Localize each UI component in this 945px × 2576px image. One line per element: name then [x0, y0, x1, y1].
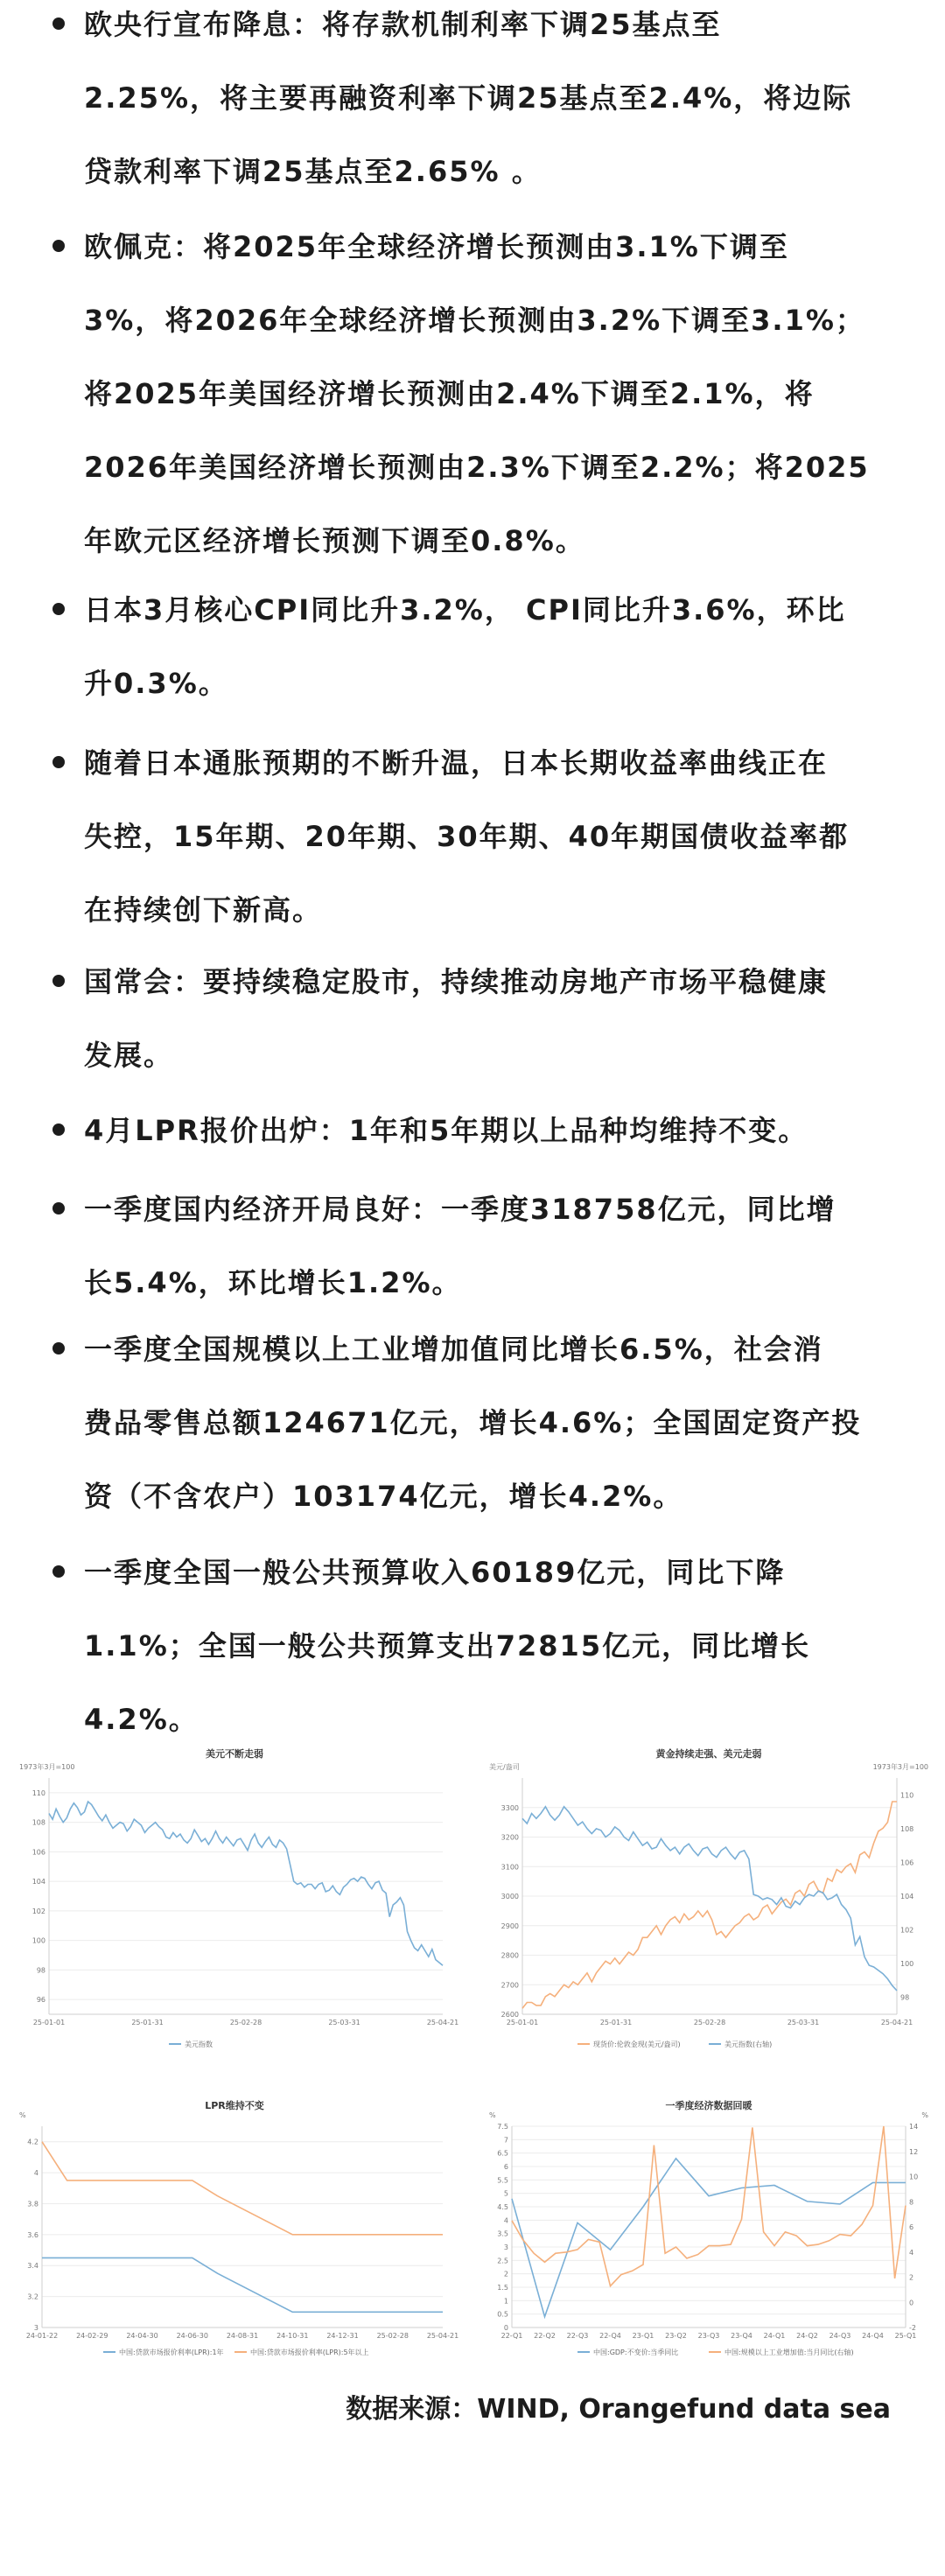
- bullet-text-line: 2.25%，将主要再融资利率下调25基点至2.4%，将边际: [84, 81, 853, 115]
- y-tick-label: 0.5: [497, 2310, 508, 2319]
- x-tick-label: 25-01-01: [506, 2019, 539, 2026]
- bullet-text-line: 4.2%。: [84, 1703, 199, 1736]
- bullet-text-line: 资（不含农户）103174亿元，增长4.2%。: [84, 1480, 683, 1513]
- x-tick-label: 22-Q1: [500, 2332, 523, 2340]
- y-right-tick-label: 4: [909, 2248, 914, 2257]
- x-tick-label: 25-02-28: [693, 2019, 726, 2026]
- y-tick-label: 100: [32, 1936, 46, 1945]
- bullet-text-line: 随着日本通胀预期的不断升温，日本长期收益率曲线正在: [84, 746, 829, 780]
- chart-q1-economy: [486, 2091, 932, 2362]
- x-tick-label: 25-02-28: [229, 2019, 262, 2026]
- legend-label: 美元指数(右轴): [724, 2040, 773, 2048]
- axis-unit-left: 1973年3月=100: [19, 1763, 75, 1771]
- x-tick-label: 22-Q4: [599, 2332, 621, 2340]
- x-tick-label: 24-Q2: [796, 2332, 818, 2340]
- y-right-tick-label: -2: [909, 2324, 916, 2332]
- y-tick-label: 4.2: [27, 2138, 38, 2146]
- x-tick-label: 24-01-22: [25, 2332, 59, 2340]
- y-tick-label: 3200: [500, 1833, 519, 1842]
- x-tick-label: 24-04-30: [126, 2332, 158, 2340]
- y-tick-label: 6.5: [497, 2149, 508, 2158]
- bullet-text-line: 国常会：要持续稳定股市，持续推动房地产市场平稳健康: [84, 965, 829, 998]
- data-source-note: 数据来源：WIND, Orangefund data sea: [346, 2394, 891, 2425]
- bullet-text-line: 一季度全国一般公共预算收入60189亿元，同比下降: [84, 1556, 786, 1589]
- y-tick-label: 3.5: [497, 2230, 508, 2238]
- bullet-dot: [52, 603, 65, 615]
- x-tick-label: 25-Q1: [894, 2332, 917, 2340]
- axis-unit-right: %: [921, 2111, 928, 2119]
- y-right-tick-label: 104: [900, 1893, 914, 1900]
- chart-usd-index: [16, 1740, 459, 2054]
- series-line: [49, 1802, 443, 1965]
- y-tick-label: 3300: [500, 1803, 519, 1812]
- x-tick-label: 24-10-31: [276, 2332, 309, 2340]
- x-tick-label: 25-01-01: [32, 2019, 66, 2026]
- bullet-text-line: 将2025年美国经济增长预测由2.4%下调至2.1%，将: [84, 377, 815, 410]
- x-tick-label: 24-Q3: [829, 2332, 851, 2340]
- series-line: [42, 2142, 443, 2235]
- bullet-text-line: 贷款利率下调25基点至2.65% 。: [84, 155, 542, 188]
- chart-svg: [486, 2091, 932, 2362]
- x-tick-label: 23-Q3: [697, 2332, 720, 2340]
- x-tick-label: 22-Q3: [566, 2332, 589, 2340]
- series-line: [522, 1802, 897, 2008]
- x-tick-label: 23-Q1: [632, 2332, 654, 2340]
- y-tick-label: 4: [33, 2169, 38, 2178]
- y-tick-label: 3: [503, 2244, 508, 2251]
- y-right-tick-label: 0: [909, 2299, 914, 2307]
- chart-svg: [16, 2091, 459, 2362]
- legend-label: 现货价:伦敦金现(美元/盎司): [593, 2040, 681, 2048]
- axis-unit-left: %: [489, 2111, 496, 2119]
- bullet-text-line: 失控，15年期、20年期、30年期、40年期国债收益率都: [84, 820, 850, 853]
- x-tick-label: 25-03-31: [787, 2019, 820, 2026]
- y-tick-label: 2600: [500, 2011, 519, 2019]
- bullet-dot: [52, 1124, 65, 1136]
- x-tick-label: 25-04-21: [426, 2332, 459, 2340]
- bullet-text-line: 欧佩克：将2025年全球经济增长预测由3.1%下调至: [84, 230, 789, 263]
- x-tick-label: 25-01-31: [599, 2019, 633, 2026]
- y-right-tick-label: 100: [900, 1960, 914, 1969]
- x-tick-label: 24-12-31: [326, 2332, 359, 2340]
- y-tick-label: 96: [36, 1996, 46, 2005]
- y-tick-label: 4: [503, 2216, 508, 2225]
- y-tick-label: 102: [32, 1907, 46, 1915]
- bullet-text-line: 日本3月核心CPI同比升3.2%， CPI同比升3.6%，环比: [84, 593, 846, 626]
- bullet-text-line: 2026年美国经济增长预测由2.3%下调至2.2%；将2025: [84, 451, 870, 484]
- chart-title: 黄金持续走强、美元走弱: [655, 1748, 762, 1760]
- y-tick-label: 7.5: [497, 2123, 508, 2131]
- axis-unit-left: 美元/盎司: [489, 1763, 520, 1771]
- bullet-dot: [52, 756, 65, 768]
- legend-label: 中国:规模以上工业增加值:当月同比(右轴): [724, 2348, 854, 2356]
- chart-title: 一季度经济数据回暖: [665, 2100, 752, 2111]
- bullet-dot: [52, 1202, 65, 1214]
- x-tick-label: 24-Q1: [763, 2332, 786, 2340]
- x-tick-label: 24-02-29: [76, 2332, 108, 2340]
- series-line: [512, 2126, 906, 2286]
- axis-unit-left: %: [19, 2111, 26, 2119]
- bullet-text-line: 1.1%；全国一般公共预算支出72815亿元，同比增长: [84, 1629, 811, 1662]
- x-tick-label: 23-Q2: [665, 2332, 687, 2340]
- x-tick-label: 24-08-31: [226, 2332, 259, 2340]
- series-line: [512, 2159, 906, 2317]
- x-tick-label: 25-01-31: [131, 2019, 164, 2026]
- y-tick-label: 5: [503, 2189, 508, 2198]
- y-right-tick-label: 110: [900, 1791, 914, 1800]
- y-tick-label: 2800: [500, 1951, 519, 1960]
- chart-svg: [486, 1740, 932, 2054]
- y-tick-label: 3.6: [27, 2230, 38, 2239]
- y-tick-label: 2: [503, 2270, 508, 2278]
- bullet-text-line: 4月LPR报价出炉：1年和5年期以上品种均维持不变。: [84, 1114, 808, 1147]
- y-right-tick-label: 106: [900, 1858, 914, 1867]
- legend-label: 中国:贷款市场报价利率(LPR):1年: [119, 2348, 224, 2356]
- bullet-text-line: 一季度全国规模以上工业增加值同比增长6.5%，社会消: [84, 1333, 823, 1366]
- y-tick-label: 3000: [500, 1893, 519, 1900]
- bullet-text-line: 3%，将2026年全球经济增长预测由3.2%下调至3.1%；: [84, 304, 865, 337]
- x-tick-label: 24-06-30: [176, 2332, 208, 2340]
- x-tick-label: 25-02-28: [376, 2332, 409, 2340]
- y-tick-label: 7: [503, 2136, 508, 2145]
- y-tick-label: 104: [32, 1878, 46, 1886]
- y-tick-label: 108: [32, 1818, 46, 1827]
- bullet-text-line: 费品零售总额124671亿元，增长4.6%；全国固定资产投: [84, 1406, 862, 1439]
- y-tick-label: 2900: [500, 1922, 519, 1930]
- y-right-tick-label: 10: [909, 2173, 919, 2181]
- bullet-text-line: 在持续创下新高。: [84, 893, 323, 927]
- y-tick-label: 2.5: [497, 2257, 508, 2265]
- chart-svg: [16, 1740, 459, 2054]
- chart-title: LPR维持不变: [205, 2100, 264, 2111]
- y-right-tick-label: 8: [909, 2198, 914, 2207]
- y-tick-label: 3.4: [27, 2262, 38, 2271]
- y-tick-label: 106: [32, 1848, 46, 1857]
- legend-label: 中国:GDP:不变价:当季同比: [593, 2348, 679, 2356]
- y-right-tick-label: 2: [909, 2273, 914, 2282]
- y-right-tick-label: 102: [900, 1926, 914, 1935]
- y-tick-label: 6: [503, 2163, 508, 2171]
- x-tick-label: 25-04-21: [880, 2019, 914, 2026]
- y-right-tick-label: 14: [909, 2123, 919, 2131]
- bullet-dot: [52, 1565, 65, 1578]
- y-right-tick-label: 108: [900, 1824, 914, 1833]
- chart-title: 美元不断走弱: [206, 1748, 263, 1760]
- y-tick-label: 0: [503, 2324, 508, 2332]
- y-tick-label: 1: [503, 2297, 508, 2306]
- x-tick-label: 24-Q4: [862, 2332, 884, 2340]
- legend-label: 中国:贷款市场报价利率(LPR):5年以上: [250, 2348, 369, 2356]
- y-tick-label: 2700: [500, 1981, 519, 1990]
- y-right-tick-label: 12: [909, 2147, 919, 2156]
- bullet-text-line: 升0.3%。: [84, 667, 228, 700]
- axis-unit-right: 1973年3月=100: [872, 1763, 928, 1771]
- y-right-tick-label: 98: [900, 1993, 910, 2002]
- bullet-text-line: 欧央行宣布降息：将存款机制利率下调25基点至: [84, 8, 722, 41]
- y-tick-label: 98: [36, 1966, 46, 1975]
- x-tick-label: 22-Q2: [534, 2332, 556, 2340]
- y-tick-label: 3100: [500, 1863, 519, 1872]
- bullet-dot: [52, 18, 65, 30]
- y-tick-label: 3.8: [27, 2200, 38, 2208]
- y-tick-label: 4.5: [497, 2203, 508, 2211]
- y-tick-label: 1.5: [497, 2284, 508, 2292]
- x-tick-label: 25-04-21: [426, 2019, 459, 2026]
- bullet-dot: [52, 975, 65, 987]
- legend-label: 美元指数: [185, 2040, 213, 2048]
- x-tick-label: 23-Q4: [731, 2332, 752, 2340]
- bullet-dot: [52, 1342, 65, 1354]
- y-right-tick-label: 6: [909, 2223, 914, 2231]
- y-tick-label: 3.2: [27, 2292, 38, 2301]
- bullet-text-line: 一季度国内经济开局良好：一季度318758亿元，同比增: [84, 1193, 836, 1226]
- x-tick-label: 25-03-31: [328, 2019, 360, 2026]
- y-tick-label: 5.5: [497, 2176, 508, 2185]
- bullet-text-line: 年欧元区经济增长预测下调至0.8%。: [84, 524, 585, 557]
- y-tick-label: 110: [32, 1788, 46, 1797]
- chart-gold-vs-usd: [486, 1740, 932, 2054]
- series-line: [522, 1807, 897, 1991]
- y-tick-label: 3: [33, 2324, 38, 2332]
- bullet-dot: [52, 240, 65, 252]
- bullet-text-line: 长5.4%，环比增长1.2%。: [84, 1266, 462, 1299]
- bullet-text-line: 发展。: [84, 1039, 174, 1072]
- chart-lpr: [16, 2091, 459, 2362]
